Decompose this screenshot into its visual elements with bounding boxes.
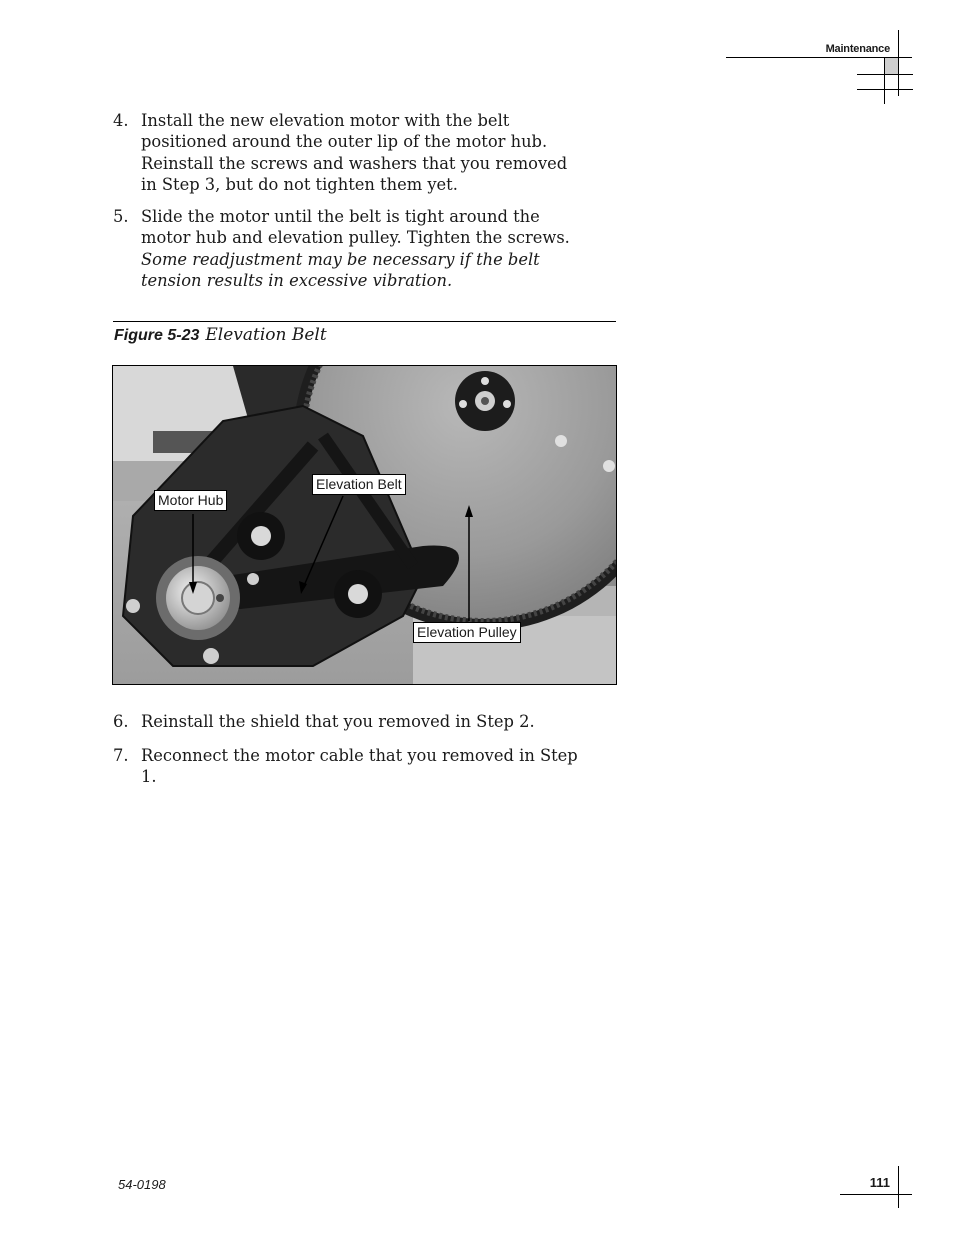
crop-mark-horizontal [857, 89, 913, 90]
step-number: 4. [113, 111, 129, 130]
step-number: 7. [113, 746, 129, 765]
figure-caption [114, 325, 327, 345]
crop-mark-vertical [898, 30, 899, 96]
step-number: 5. [113, 207, 129, 226]
section-header: Maintenance [825, 43, 890, 55]
footer-rule [840, 1194, 912, 1195]
callout-motor-hub: Motor Hub [154, 490, 227, 511]
step-4 [113, 110, 583, 196]
figure-rule [113, 321, 616, 322]
figure-title: Elevation Belt [205, 325, 327, 345]
callout-elevation-pulley: Elevation Pulley [413, 622, 521, 643]
step-text: Install the new elevation motor with the belt positioned around the outer lip of the motor hub. Reinstall the screws and washers that you removed in Step 3, but do not tighten them yet. [141, 111, 568, 195]
step-7 [113, 745, 583, 788]
photo-illustration [113, 366, 617, 685]
document-number: 54-0198 [118, 1177, 166, 1192]
step-6 [113, 711, 583, 732]
step-text: Slide the motor until the belt is tight around the motor hub and elevation pulley. Tighten the screws. [141, 207, 570, 248]
page-number: 111 [869, 1175, 890, 1190]
elevation-belt-photo [112, 365, 617, 685]
step-note: Some readjustment may be necessary if the belt tension results in excessive vibration. [141, 249, 540, 291]
crop-mark-horizontal [857, 74, 913, 75]
step-text: Reconnect the motor cable that you removed in Step 1. [141, 746, 578, 787]
step-number: 6. [113, 712, 129, 731]
crop-mark-shade [885, 58, 898, 74]
step-5 [113, 206, 583, 292]
step-text: Reinstall the shield that you removed in Step 2. [141, 712, 535, 731]
crop-mark-vertical [898, 1166, 899, 1208]
figure-number: Figure 5-23 [114, 327, 200, 344]
callout-elevation-belt: Elevation Belt [312, 474, 406, 495]
